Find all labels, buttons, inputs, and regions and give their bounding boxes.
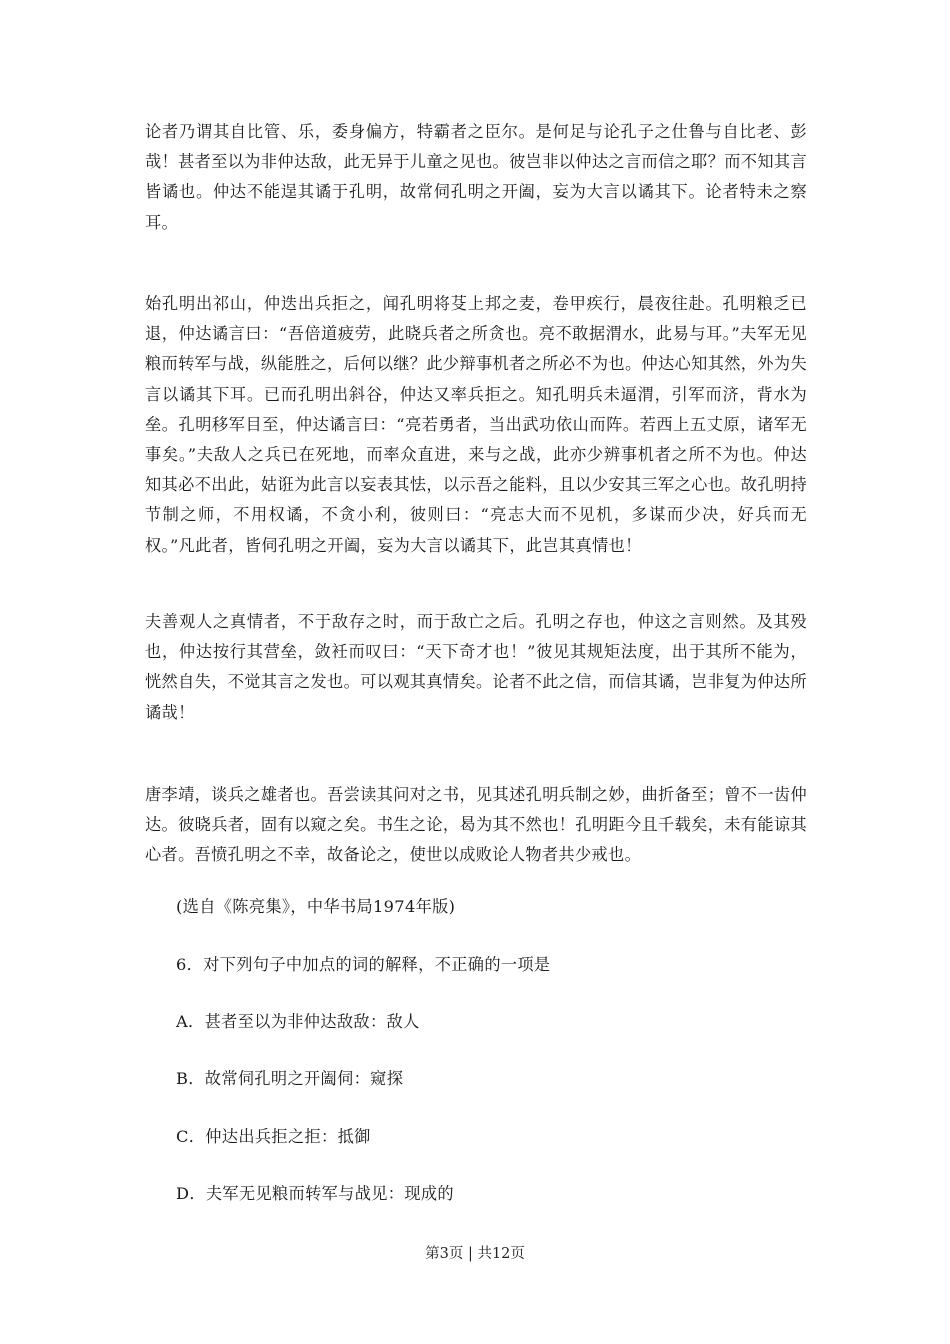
option-c: C．仲达出兵拒之拒：抵御	[176, 1127, 371, 1146]
paragraph-4: 唐李靖，谈兵之雄者也。吾尝读其问对之书，见其述孔明兵制之妙，曲折备至；曾不一齿仲达。彼晓兵者，固有以窥之矣。书生之论，曷为其不然也！孔明距今且千载矣，未有能谅其心者。吾愤孔明之不幸，故备论之，使世以成败论人物者共少戒也。	[145, 785, 807, 865]
option-b: B．故常伺孔明之开阖伺：窥探	[176, 1069, 404, 1088]
paragraph-1: 论者乃谓其自比管、乐，委身偏方，特霸者之臣尔。是何足与论孔子之仕鲁与自比老、彭哉！甚者至以为非仲达敌，此无异于儿童之见也。彼岂非以仲达之言而信之耶？而不知其言皆谲也。仲达不能逞其谲于孔明，故常伺孔明之开阖，妄为大言以谲其下。论者特未之察耳。	[145, 122, 807, 232]
option-a: A．甚者至以为非仲达敌敌：敌人	[176, 1012, 420, 1031]
source-citation: (选自《陈亮集》，中华书局1974年版)	[176, 897, 456, 916]
paragraph-2: 始孔明出祁山，仲迭出兵拒之，闻孔明将芟上邦之麦，卷甲疾行，晨夜往赴。孔明粮乏已退，仲达谲言曰：“吾倍道疲劳，此晓兵者之所贪也。亮不敢据渭水，此易与耳。”夫军无见粮而转军与战，纵能胜之，后何以继？此少辩事机者之所必不为也。仲达心知其然，外为失言以谲其下耳。已而孔明出斜谷，仲达又率兵拒之。知孔明兵未逼渭，引军而济，背水为垒。孔明移军目至，仲达谲言曰：“亮若勇者，当出武功依山而阵。若西上五丈原，诸军无事矣。”夫敌人之兵已在死地，而率众直进，来与之战，此亦少辨事机者之所不为也。仲达知其必不出此，姑诳为此言以妄表其怯，以示吾之能料，且以少安其三军之心也。故孔明持节制之师，不用权谲，不贪小利，彼则曰：“亮志大而不见机，多谋而少决，好兵而无权。”凡此者，皆伺孔明之开阖，妄为大言以谲其下，此岂其真情也！	[145, 294, 807, 555]
question-stem: 6．对下列句子中加点的词的解释，不正确的一项是	[176, 955, 551, 974]
option-d: D．夫军无见粮而转军与战见：现成的	[176, 1184, 454, 1203]
paragraph-3: 夫善观人之真情者，不于敌存之时，而于敌亡之后。孔明之存也，仲这之言则然。及其殁也，仲达按行其营垒，敛衽而叹曰：“天下奇才也！”彼见其规矩法度，出于其所不能为，恍然自失，不觉其言之发也。可以观其真情矣。论者不此之信，而信其谲，岂非复为仲达所谲哉！	[145, 612, 807, 722]
page-footer: 第3页 | 共12页	[425, 1246, 525, 1262]
